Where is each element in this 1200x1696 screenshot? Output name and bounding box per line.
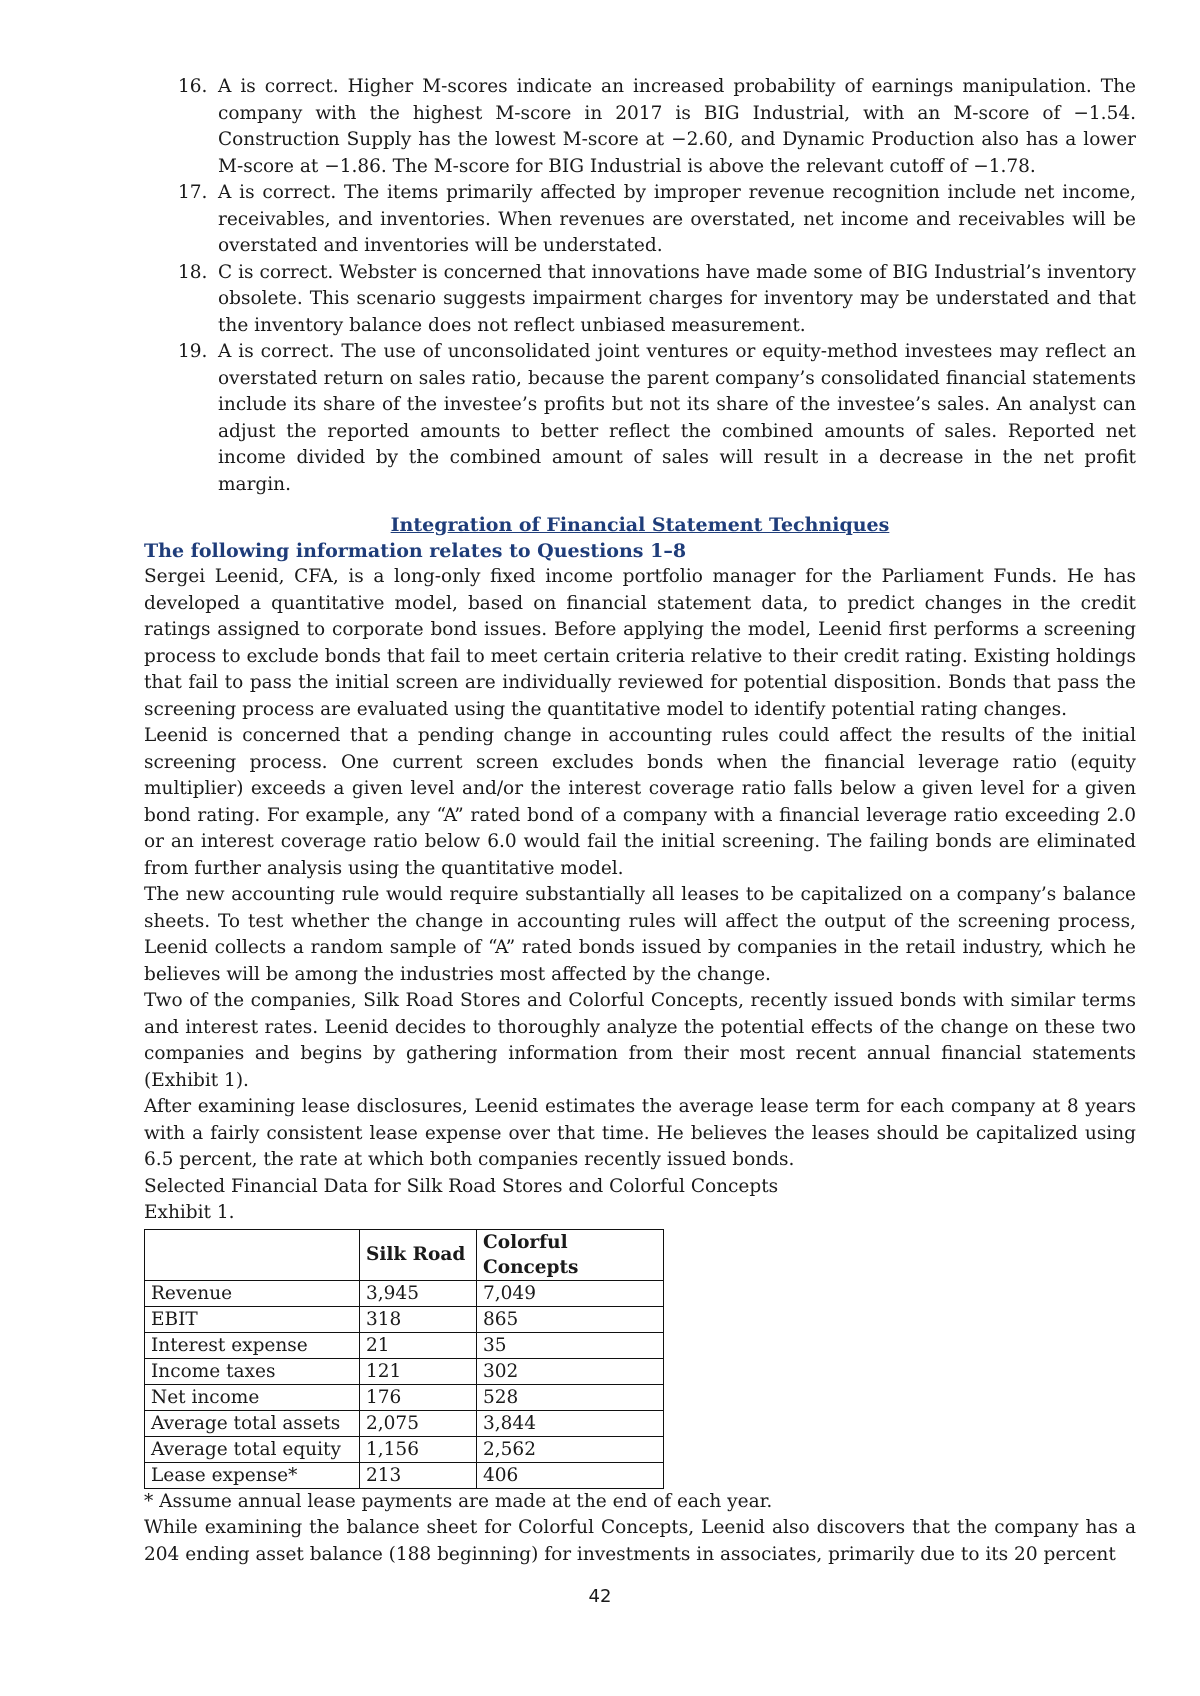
answer-number: 18. (178, 261, 208, 283)
table-cell: 318 (360, 1306, 477, 1332)
paragraph: Leenid is concerned that a pending change in accounting rules could affect the results of the initial screening process. One current screen excludes bonds when the financial leverage ratio (equity multiplier) exceeds a given level and/or the interest coverage ratio falls below a given level for a given bond rating. For example, any “A” rated bond of a company with a financial leverage ratio exceeding 2.0 or an interest coverage ratio below 6.0 would fail the initial screening. The failing bonds are eliminated from further analysis using the quantitative model. (144, 725, 1136, 879)
table-row (145, 1358, 664, 1384)
page-content (144, 74, 1136, 1568)
paragraph: Two of the companies, Silk Road Stores and Colorful Concepts, recently issued bonds with similar terms and interest rates. Leenid decides to thoroughly analyze the potential effects of the change on these two companies and begins by gathering information from their most recent annual financial statements (Exhibit 1). (144, 990, 1136, 1091)
answer-item (144, 260, 1136, 340)
table-cell: Revenue (145, 1280, 360, 1306)
table-cell: 213 (360, 1462, 477, 1488)
answer-text: A is correct. The items primarily affected by improper revenue recognition include net income, receivables, and inventories. When revenues are overstated, net income and receivables will be overstated and inventories will be understated. (218, 182, 1136, 256)
table-cell: Income taxes (145, 1358, 360, 1384)
answer-number: 19. (178, 341, 208, 362)
paragraph: The new accounting rule would require substantially all leases to be capitalized on a company’s balance sheets. To test whether the change in accounting rules will affect the output of the screening process, Leenid collects a random sample of “A” rated bonds issued by companies in the retail industry, which he believes will be among the industries most affected by the change. (144, 884, 1136, 985)
answer-text: C is correct. Webster is concerned that innovations have made some of BIG Industrial’s inventory obsolete. This scenario suggests impairment charges for inventory may be understated and that the inventory balance does not reflect unbiased measurement. (218, 261, 1136, 336)
section-title: Integration of Financial Statement Techniques (390, 514, 890, 536)
exhibit-caption: Selected Financial Data for Silk Road Stores and Colorful Concepts (144, 1175, 779, 1197)
table-header-row (145, 1229, 664, 1280)
answer-item (144, 74, 1136, 180)
table-row (145, 1436, 664, 1462)
table-cell: 21 (360, 1332, 477, 1358)
table-row (145, 1306, 664, 1332)
answer-number: 16. (178, 76, 208, 97)
table-cell: 302 (477, 1358, 664, 1384)
questions-heading: The following information relates to Questions 1–8 (144, 540, 687, 562)
table-cell: Interest expense (145, 1332, 360, 1358)
answer-item (144, 339, 1136, 498)
exhibit-label: Exhibit 1. (144, 1202, 235, 1223)
table-cell: 3,945 (360, 1280, 477, 1306)
answer-item (144, 180, 1136, 260)
table-cell: 1,156 (360, 1436, 477, 1462)
table-cell: 528 (477, 1384, 664, 1410)
table-row (145, 1384, 664, 1410)
table-cell: 121 (360, 1358, 477, 1384)
paragraph: Sergei Leenid, CFA, is a long-only fixed income portfolio manager for the Parliament Funds. He has developed a quantitative model, based on financial statement data, to predict changes in the credit ratings assigned to corporate bond issues. Before applying the model, Leenid first performs a screening process to exclude bonds that fail to meet certain criteria relative to their credit rating. Existing holdings that fail to pass the initial screen are individually reviewed for potential disposition. Bonds that pass the screening process are evaluated using the quantitative model to identify potential rating changes. (144, 566, 1136, 720)
table-cell: 7,049 (477, 1280, 664, 1306)
table-cell: Average total assets (145, 1410, 360, 1436)
answer-text: A is correct. Higher M-scores indicate an increased probability of earnings manipulation. The company with the highest M-score in 2017 is BIG Industrial, with an M-score of −1.54. Construction Supply has the lowest M-score at −2.60, and Dynamic Production also has a lower M-score at −1.86. The M-score for BIG Industrial is above the relevant cutoff of −1.78. (218, 76, 1136, 177)
table-cell: Lease expense* (145, 1462, 360, 1488)
answer-text: A is correct. The use of unconsolidated joint ventures or equity-method investees may reflect an overstated return on sales ratio, because the parent company’s consolidated financial statements include its share of the investee’s profits but not its share of the investee’s sales. An analyst can adjust the reported amounts to better reflect the combined amounts of sales. Reported net income divided by the combined amount of sales will result in a decrease in the net profit margin. (218, 341, 1136, 495)
paragraph: While examining the balance sheet for Colorful Concepts, Leenid also discovers that the company has a 204 ending asset balance (188 beginning) for investments in associates, primarily due to its 20 percent (144, 1517, 1136, 1565)
table-cell: 2,075 (360, 1410, 477, 1436)
exhibit-footnote: * Assume annual lease payments are made at the end of each year. (144, 1490, 773, 1512)
table-cell: 35 (477, 1332, 664, 1358)
answer-list (144, 74, 1136, 498)
table-cell: Net income (145, 1384, 360, 1410)
page-number: 42 (588, 1586, 612, 1607)
table-header-cell (145, 1229, 360, 1280)
table-cell: 865 (477, 1306, 664, 1332)
table-cell: 406 (477, 1462, 664, 1488)
table-row (145, 1332, 664, 1358)
table-cell: 2,562 (477, 1436, 664, 1462)
paragraph: After examining lease disclosures, Leenid estimates the average lease term for each company at 8 years with a fairly consistent lease expense over that time. He believes the leases should be capitalized using 6.5 percent, the rate at which both companies recently issued bonds. (144, 1096, 1136, 1170)
table-header-cell: Silk Road (360, 1229, 477, 1280)
table-row (145, 1462, 664, 1488)
table-cell: Average total equity (145, 1436, 360, 1462)
exhibit-table (144, 1229, 664, 1489)
table-cell: EBIT (145, 1306, 360, 1332)
table-row (145, 1280, 664, 1306)
table-header-cell: Colorful Concepts (477, 1229, 664, 1280)
table-cell: 176 (360, 1384, 477, 1410)
table-cell: 3,844 (477, 1410, 664, 1436)
table-row (145, 1410, 664, 1436)
answer-number: 17. (178, 182, 208, 203)
